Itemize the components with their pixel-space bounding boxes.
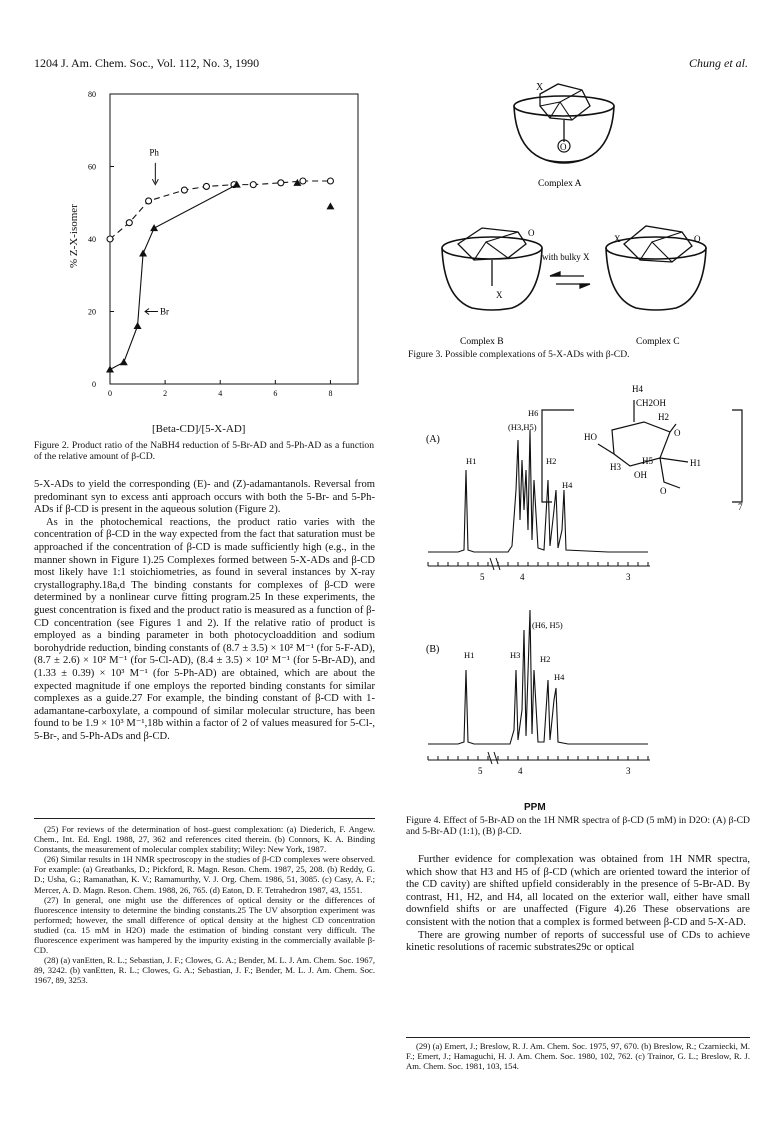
figure-4-nmr <box>398 370 754 790</box>
ph-point <box>203 183 209 189</box>
figure-3-caption: Figure 3. Possible complexations of 5-X-ADs with β-CD. <box>408 349 630 360</box>
y-tick-label: 80 <box>88 90 96 99</box>
y-tick-label: 20 <box>88 307 96 317</box>
complex-b-drawing <box>442 228 542 310</box>
struct-oh: OH <box>634 470 647 480</box>
ph-point <box>126 220 132 226</box>
footnote-25: (25) For reviews of the determination of host–guest complexation: (a) Diederich, F. Angew. Chem., Int. Ed. Engl. 1988, 27, 362 and references cited therein. (b) Connors, K. A. Binding Constants, the measurement of molecular complex stability; Wiley: New York, 1987. <box>34 824 375 855</box>
y-tick-label: 40 <box>88 235 96 244</box>
peak-b-h1: H1 <box>464 650 475 660</box>
struct-n: 7 <box>738 502 743 512</box>
chart-x-axis-label: [Beta-CD]/[5-X-AD] <box>152 423 246 435</box>
ph-point <box>278 180 284 186</box>
figure-2-chart <box>52 84 382 424</box>
equilibrium-label: with bulky X <box>542 252 590 262</box>
peak-b-h3: H3 <box>510 650 521 660</box>
br-point <box>120 358 128 365</box>
complex-c-o: O <box>694 234 701 244</box>
figure-3-diagram <box>400 76 750 368</box>
struct-ch2oh: CH2OH <box>636 398 667 408</box>
complex-a-x: X <box>536 82 544 93</box>
panel-b-label: (B) <box>426 644 440 655</box>
complex-b-o: O <box>528 228 535 238</box>
complex-c-x: X <box>614 234 621 244</box>
ppm-label: PPM <box>524 802 546 813</box>
running-header-right: Chung et al. <box>689 56 748 70</box>
y-tick-label: 60 <box>88 162 96 172</box>
struct-ho: HO <box>584 432 597 442</box>
spectrum-b-axis <box>428 752 650 764</box>
paragraph: Further evidence for complexation was obtained from 1H NMR spectra, which show that H3 and H5 of β-CD (which are oriented toward the interior of the CD cavity) are shifted upfield considerably in the presence of 5-Br-AD. By contrast, H1, H2, and H4, all located on the exterior wall, either have small downfield shifts or are unaffected (Figure 4).26 These observations are consistent with the notion that a complex is formed between β-CD and 5-X-AD. <box>406 854 750 928</box>
x-tick-label: 4 <box>218 389 223 398</box>
struct-h2: H2 <box>658 412 669 422</box>
right-column-body <box>406 854 750 955</box>
peak-a-h2: H2 <box>546 456 557 466</box>
struct-h4: H4 <box>632 384 643 394</box>
figure-2-caption: Figure 2. Product ratio of the NaBH4 reduction of 5-Br-AD and 5-Ph-AD as a function of the relative amount of β-CD. <box>34 440 374 463</box>
panel-a-label: (A) <box>426 434 440 445</box>
left-column-body <box>34 479 375 743</box>
struct-o2: O <box>660 486 667 496</box>
figure-4-caption: Figure 4. Effect of 5-Br-AD on the 1H NMR spectra of β-CD (5 mM) in D2O: (A) β-CD and 5-Br-AD (1:1), (B) β-CD. <box>406 815 750 838</box>
spectrum-a <box>428 430 648 552</box>
axis-b-tick-5: 5 <box>478 766 483 776</box>
complex-a-label: Complex A <box>538 179 582 189</box>
y-tick-label: 0 <box>92 380 96 389</box>
br-point <box>326 202 334 209</box>
struct-h5: H5 <box>642 456 653 466</box>
complex-b-x: X <box>496 290 503 300</box>
x-tick-label: 0 <box>108 389 112 398</box>
spectrum-a-axis <box>428 558 650 570</box>
axis-a-tick-4: 4 <box>520 572 525 582</box>
ph-point <box>250 182 256 188</box>
series-br-line <box>110 185 237 370</box>
peak-a-h4: H4 <box>562 480 573 490</box>
paragraph: There are growing number of reports of successful use of CDs to achieve kinetic resolutions of racemic substrates29c or optical <box>406 929 750 954</box>
plot-frame <box>110 94 358 384</box>
complex-a-o: O <box>560 142 567 152</box>
ph-point <box>300 178 306 184</box>
equilibrium-arrows <box>550 272 590 288</box>
right-footnotes <box>406 1041 750 1071</box>
peak-a-h1: H1 <box>466 456 477 466</box>
x-tick-label: 6 <box>273 389 278 398</box>
peak-a-h3h5: (H3,H5) <box>508 422 537 432</box>
ph-point <box>327 178 333 184</box>
chart-y-axis-label: % Z-X-isomer <box>68 204 80 268</box>
footnote-27: (27) In general, one might use the differences of optical density or the differences of fluorescence intensity to determine the binding constants.25 The UV absorption experiment was performed; however, the small difference of optical density at the highest CD concentration studied (ca. 15 mM in H2O) made the estimation of binding constant very difficult. The fluorescence experiment was hampered by the impurity existing in the commercially available β-CD. <box>34 894 375 956</box>
x-tick-label: 8 <box>328 389 333 398</box>
struct-h3: H3 <box>610 462 621 472</box>
chart-marks <box>106 148 334 373</box>
x-tick-label: 2 <box>163 389 168 398</box>
axis-a-tick-5: 5 <box>480 572 485 582</box>
running-header-left: 1204 J. Am. Chem. Soc., Vol. 112, No. 3, 1990 <box>34 56 260 70</box>
ph-point <box>146 198 152 204</box>
ph-point <box>181 187 187 193</box>
peak-b-h6h5: (H6, H5) <box>532 620 563 630</box>
struct-h1: H1 <box>690 458 701 468</box>
br-point <box>150 224 158 231</box>
axis-a-tick-3: 3 <box>626 572 631 582</box>
paragraph: As in the photochemical reactions, the product ratio varies with the concentration of β-CD in the way expected from the fact that saturation must be approached if the concentration of β-CD is made sufficiently high (e.g., in the manner shown in Figure 1).25 Complexes formed between 5-X-ADs and β-CD most likely have 1:1 stoichiometries, as found in several instances by X-ray crystallography.18a,d The binding constants for complexes of β-CD were determined by a nonlinear curve fitting program.25 In these experiments, the guest concentration is fixed and the product ratio is measured as a function of β-CD concentration (see Figures 1 and 2). If the relative ratio of product is employed as a binding parameter in both photocycloaddition and sodium borohydride reduction, binding constants of (8.7 ± 3.5) × 10² M⁻¹ (for 5-F-AD), (8.7 ± 2.6) × 10² M⁻¹ (for 5-Cl-AD), (8.4 ± 3.5) × 10² M⁻¹ (for 5-Br-AD), and (1.33 ± 0.39) × 10³ M⁻¹ (for 5-Ph-AD) are obtained, which are about the expected magnitude if one employs the reported binding constants for similar complexes as a guide.27 For example, the binding constant of β-CD with 1-adamantane-carboxylate, a compound of similar molecular structure, has been found to be 1.9 × 10³ M⁻¹,18b within a factor of 2 of values measured for 5-Cl-, 5-Br-, and 5-Ph-ADs and β-CD. <box>34 516 375 742</box>
complex-b-label: Complex B <box>460 337 504 347</box>
spectrum-b <box>428 610 648 744</box>
peak-b-h2: H2 <box>540 654 551 664</box>
struct-o1: O <box>674 428 681 438</box>
footnote-28: (28) (a) vanEtten, R. L.; Sebastian, J. F.; Clowes, G. A.; Bender, M. L. J. Am. Chem. Soc. 1967, 89, 3242. (b) vanEtten, R. L.; Clowes, G. A.; Sebastian, J. F.; Bender, M. L. J. Am. Chem. Soc. 1967, 89, 3253. <box>34 955 375 986</box>
axis-b-tick-3: 3 <box>626 766 631 776</box>
left-footnotes <box>34 824 375 986</box>
ph-point <box>107 236 113 242</box>
annotation-ph: Ph <box>149 147 159 158</box>
annotation-br: Br <box>159 306 169 317</box>
paragraph: 5-X-ADs to yield the corresponding (E)- and (Z)-adamantanols. Reversal from predominant syn to excess anti approach occurs with both the 5-Br- and 5-Ph-ADs if β-CD is present in the aqueous solution (Figure 2). <box>34 479 375 516</box>
footnote-rule <box>34 818 375 819</box>
footnote-29: (29) (a) Emert, J.; Breslow, R. J. Am. Chem. Soc. 1975, 97, 670. (b) Breslow, R.; Czarniecki, M. F.; Emert, J.; Hamaguchi, H. J. Am. Chem. Soc. 1980, 102, 762. (c) Trainor, G. L.; Breslow, R. J. Am. Chem. Soc. 1981, 103, 154. <box>406 1041 750 1072</box>
br-point <box>139 250 147 257</box>
chart-axes <box>88 90 358 398</box>
axis-b-tick-4: 4 <box>518 766 523 776</box>
br-point <box>106 366 114 373</box>
peak-a-h6: H6 <box>528 408 539 418</box>
footnote-rule-right <box>406 1037 750 1038</box>
peak-b-h4: H4 <box>554 672 565 682</box>
complex-c-label: Complex C <box>636 337 680 347</box>
footnote-26: (26) Similar results in 1H NMR spectroscopy in the studies of β-CD complexes were observed. For example: (a) Greatbanks, D.; Pickford, R. Magn. Reson. Chem. 1987, 25, 208. (b) Reddy, G. D.; Usha, G.; Ramanathan, K. V.; Ramamurthy, V. J. Org. Chem. 1986, 51, 3085. (c) Casy, A. F.; Mercer, A. D. Magn. Reson. Chem. 1988, 26, 765. (d) Eaton, D. F. Tetrahedron 1987, 43, 1551. <box>34 854 375 895</box>
br-point <box>134 322 142 329</box>
complex-c-drawing <box>606 226 706 310</box>
series-ph-line <box>110 181 330 239</box>
